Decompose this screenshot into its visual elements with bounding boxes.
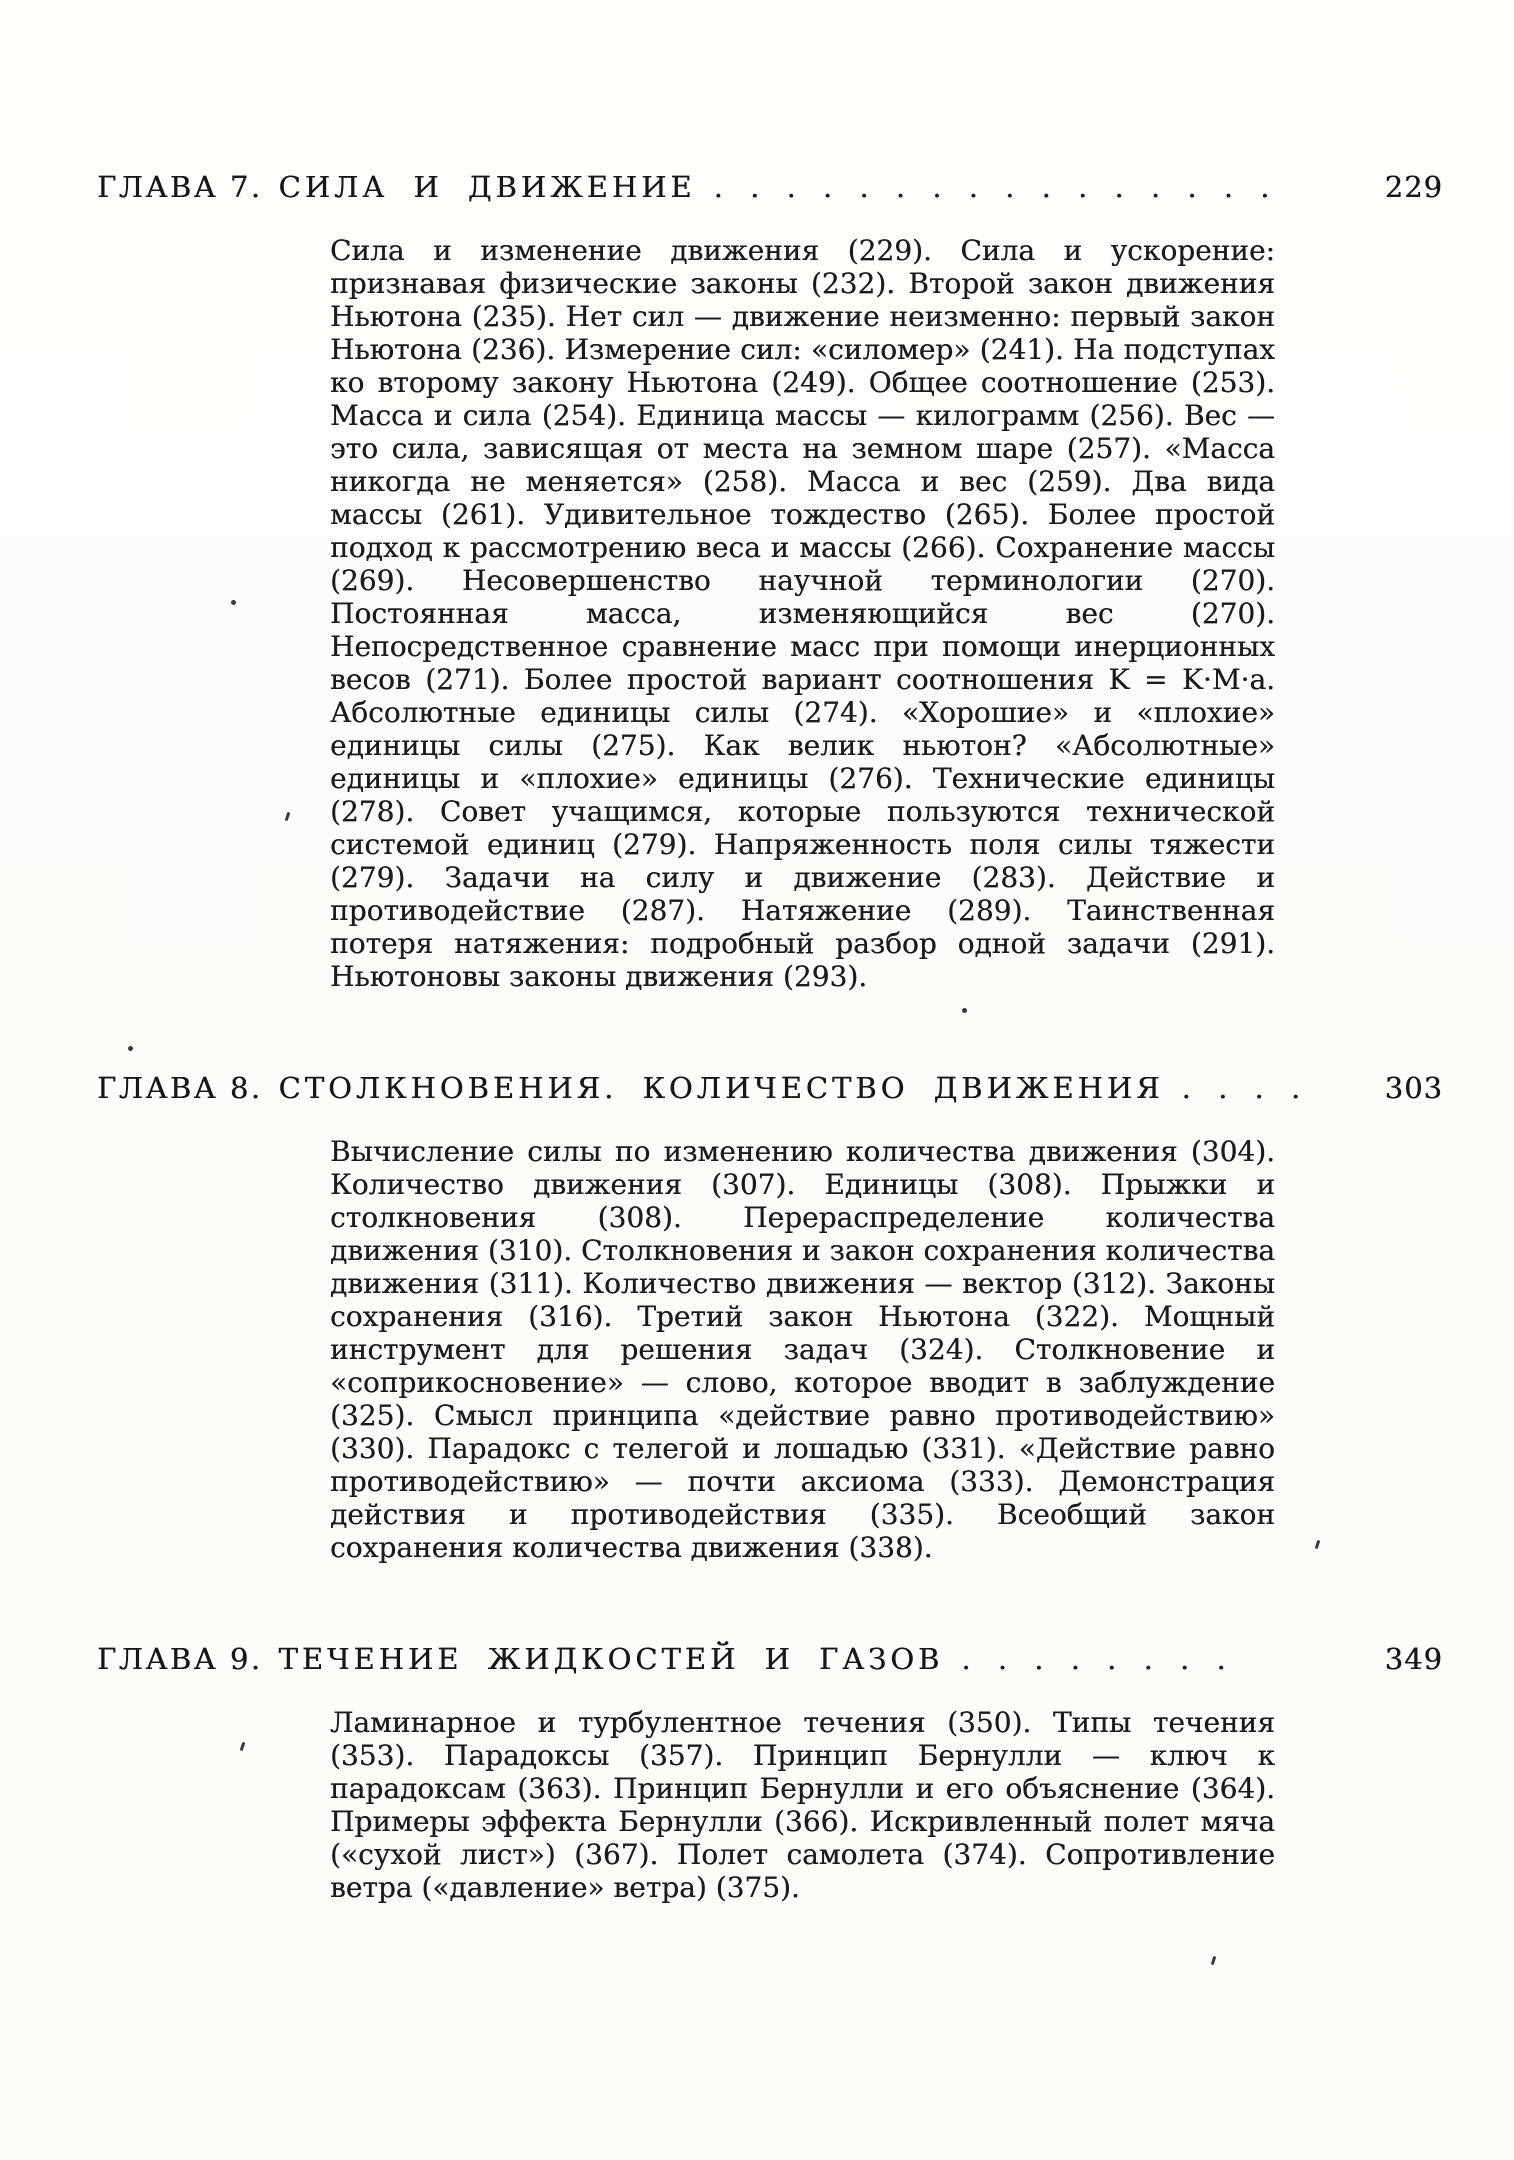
page-number: 303: [1384, 1071, 1443, 1105]
chapter-label: ГЛАВА 8.: [97, 1071, 263, 1105]
chapter-title: СИЛА И ДВИЖЕНИЕ: [278, 170, 696, 204]
dot-leader: . . . .: [1181, 1071, 1310, 1105]
page-number: 349: [1384, 1642, 1443, 1676]
chapter-summary: Сила и изменение движения (229). Сила и ускорение: признавая физические законы (232). Второй закон движения Ньютона (235). Нет сил — движение неизменно: первый закон Ньютона (236). Измерение сил: «силомер» (241). На подступах ко второму закону Ньютона (249). Общее соотношение (253). Масса и сила (254). Единица массы — килограмм (256). Вес — это сила, зависящая от места на земном шаре (257). «Масса никогда не меняется» (258). Масса и вес (259). Два вида массы (261). Удивительное тождество (265). Более простой подход к рассмотрению веса и массы (266). Сохранение массы (269). Несовершенство научной терминологии (270). Постоянная масса, изменяющийся вес (270). Непосредственное сравнение масс при помощи инерционных весов (271). Более простой вариант соотношения K = K·M·a. Абсолютные единицы силы (274). «Хорошие» и «плохие» единицы силы (275). Как велик ньютон? «Абсолютные» единицы и «плохие» единицы (276). Технические единицы (278). Совет учащимся, которые пользуются технической системой единиц (279). Напряженность поля силы тяжести (279). Задачи на силу и движение (283). Действие и противодействие (287). Натяжение (289). Таинственная потеря натяжения: подробный разбор одной задачи (291). Ньютоновы законы движения (293).: [330, 234, 1275, 993]
chapter-9-heading: [97, 1642, 1443, 1676]
toc-entry-chapter-8: [97, 1071, 1443, 1564]
chapter-title: ТЕЧЕНИЕ ЖИДКОСТЕЙ И ГАЗОВ: [278, 1642, 944, 1676]
dot-leader: . . . . . . . .: [961, 1642, 1235, 1676]
table-of-contents: [97, 170, 1443, 1982]
scan-artifact: [128, 1046, 133, 1051]
toc-entry-chapter-9: [97, 1642, 1443, 1904]
dot-leader: . . . . . . . . . . . . . . . .: [713, 170, 1279, 204]
chapter-7-heading: [97, 170, 1443, 204]
chapter-title: СТОЛКНОВЕНИЯ. КОЛИЧЕСТВО ДВИЖЕНИЯ: [278, 1071, 1164, 1105]
chapter-summary: Вычисление силы по изменению количества движения (304). Количество движения (307). Единицы (308). Прыжки и столкновения (308). Перераспределение количества движения (310). Столкновения и закон сохранения количества движения (311). Количество движения — вектор (312). Законы сохранения (316). Третий закон Ньютона (322). Мощный инструмент для решения задач (324). Столкновение и «соприкосновение» — слово, которое вводит в заблуждение (325). Смысл принципа «действие равно противодействию» (330). Парадокс с телегой и лошадью (331). «Действие равно противодействию» — почти аксиома (333). Демонстрация действия и противодействия (335). Всеобщий закон сохранения количества движения (338).: [330, 1135, 1275, 1564]
chapter-label: ГЛАВА 7.: [97, 170, 263, 204]
scan-artifact: [231, 600, 236, 605]
page-number: 229: [1384, 170, 1443, 204]
chapter-summary: Ламинарное и турбулентное течения (350). Типы течения (353). Парадоксы (357). Принцип Бернулли — ключ к парадоксам (363). Принцип Бернулли и его объяснение (364). Примеры эффекта Бернулли (366). Искривленный полет мяча («сухой лист») (367). Полет самолета (374). Сопротивление ветра («давление» ветра) (375).: [330, 1706, 1275, 1904]
chapter-label: ГЛАВА 9.: [97, 1642, 263, 1676]
toc-entry-chapter-7: [97, 170, 1443, 993]
scan-artifact: [962, 1008, 967, 1013]
chapter-8-heading: [97, 1071, 1443, 1105]
